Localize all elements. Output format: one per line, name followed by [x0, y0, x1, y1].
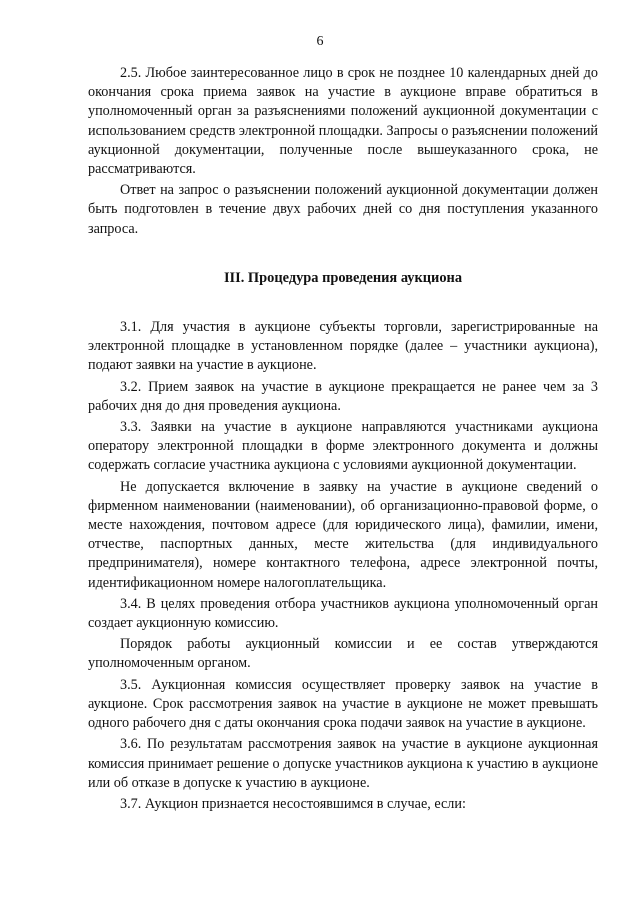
paragraph-3-2: 3.2. Прием заявок на участие в аукционе прекращается не ранее чем за 3 рабочих дня до дня проведения аукциона. — [88, 378, 598, 414]
paragraph-2-5: 2.5. Любое заинтересованное лицо в срок не позднее 10 календарных дней до окончания срока приема заявок на участие в аукционе вправе обратиться в уполномоченный орган за разъяснениями положений аукционной документации с использованием средств электронной площадки. Запросы о разъяснении положений аукционной документации, полученные после вышеуказанного срока, не рассматриваются. — [88, 65, 599, 178]
document-body — [88, 64, 598, 814]
paragraph-3-3: 3.3. Заявки на участие в аукционе направляются участниками аукциона оператору электронной площадки в форме электронного документа и должны содержать согласие участника аукциона с условиями аукционной документации. — [88, 419, 598, 474]
paragraph-3-4: 3.4. В целях проведения отбора участников аукциона уполномоченный орган создает аукционную комиссию. — [88, 595, 598, 632]
paragraph-answer-request: Ответ на запрос о разъяснении положений аукционной документации должен быть подготовлен в течение двух рабочих дней со дня поступления указанного запроса. — [88, 182, 598, 237]
paragraph-3-1: 3.1. Для участия в аукционе субъекты торговли, зарегистрированные на электронной площадке в установленном порядке (далее – участники аукциона), подают заявки на участие в аукционе. — [88, 319, 598, 374]
paragraph-3-6: 3.6. По результатам рассмотрения заявок на участие в аукционе аукционная комиссия принимает решение о допуске участников аукциона к участию в аукционе или об отказе в допуске к участию в аукционе. — [88, 736, 598, 791]
page-number: 6 — [316, 34, 324, 49]
paragraph-3-7: 3.7. Аукцион признается несостоявшимся в случае, если: — [120, 795, 466, 812]
paragraph-3-5: 3.5. Аукционная комиссия осуществляет проверку заявок на участие в аукционе. Срок рассмотрения заявок на участие в аукционе не может превышать одного рабочего дня с даты окончания срока подачи заявок на участие в аукционе. — [88, 676, 598, 732]
section-heading: III. Процедура проведения аукциона — [223, 269, 463, 286]
paragraph-3-3-exclusions: Не допускается включение в заявку на участие в аукционе сведений о фирменном наименовании (наименовании), об организационно-правовой форме, о месте нахождения, почтовом адресе (для юридического лица), фамилии, имени, отчестве, паспортных данных, месте жительства (для индивидуального предпринимателя), номере контактного телефона, адресе электронной почты, идентификационном номере налогоплательщика. — [88, 478, 598, 591]
paragraph-3-4-procedure: Порядок работы аукционный комиссии и ее состав утверждаются уполномоченным органом. — [88, 636, 598, 672]
